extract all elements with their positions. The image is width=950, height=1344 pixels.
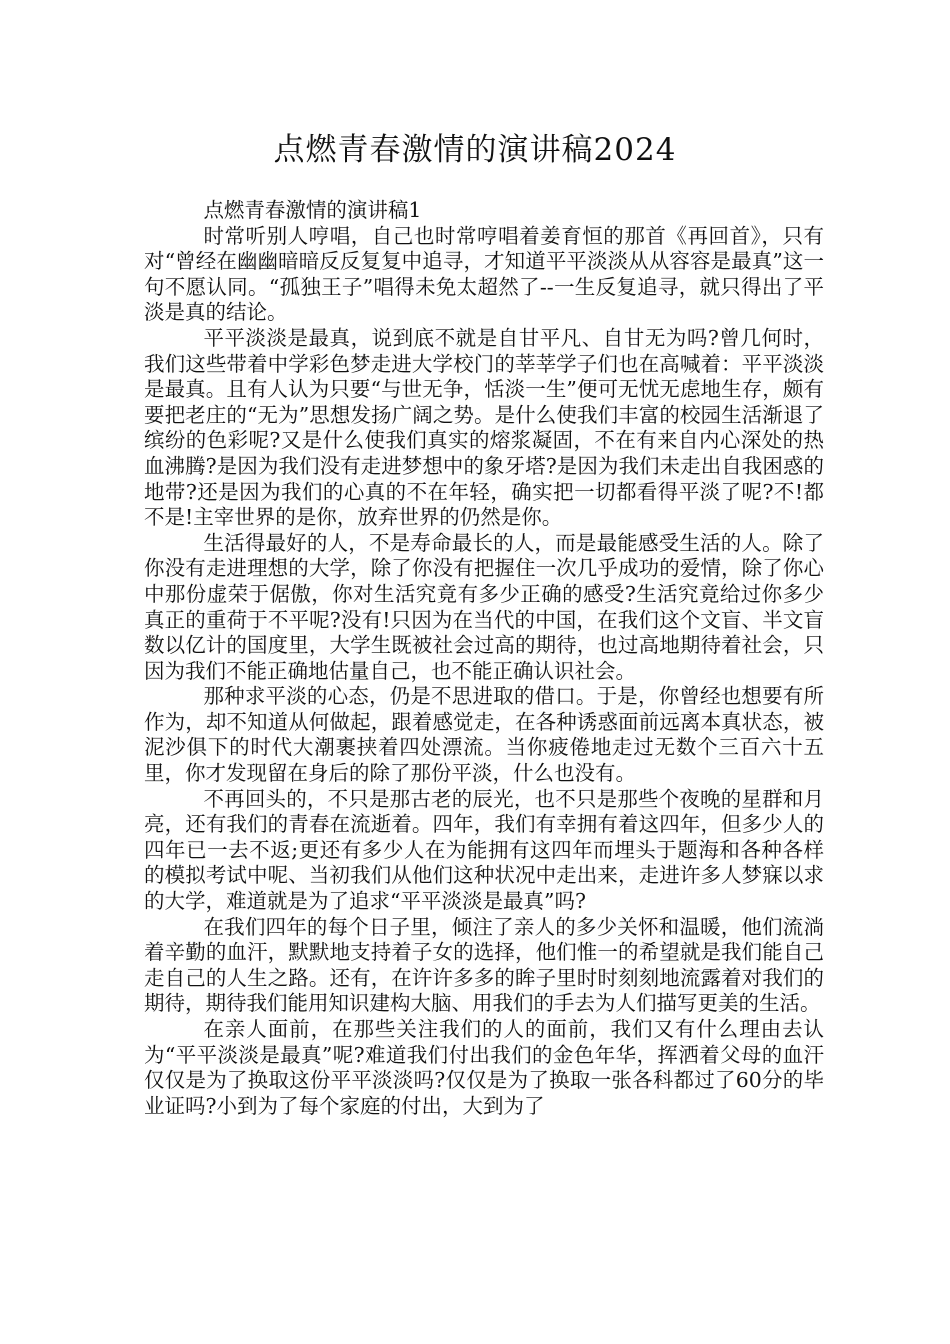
document-title: 点燃青春激情的演讲稿2024	[273, 132, 677, 168]
paragraph-2: 平平淡淡是最真，说到底不就是自甘平凡、自甘无为吗?曾几何时，我们这些带着中学彩色梦走进大学校门的莘莘学子们也在高喊着：平平淡淡是最真。且有人认为只要“与世无争，恬淡一生”便可无忧无虑地生存，颇有要把老庄的“无为”思想发扬广阔之势。是什么使我们丰富的校园生活渐退了缤纷的色彩呢?又是什么使我们真实的熔浆凝固，不在有来自内心深处的热血沸腾?是因为我们没有走进梦想中的象牙塔?是因为我们未走出自我困惑的地带?还是因为我们的心真的不在年轻，确实把一切都看得平淡了呢?不!都不是!主宰世界的是你，放弃世界的仍然是你。	[144, 325, 824, 530]
paragraph-3: 生活得最好的人，不是寿命最长的人，而是最能感受生活的人。除了你没有走进理想的大学，除了你没有把握住一次几乎成功的爱情，除了你心中那份虚荣于倨傲，你对生活究竟有多少正确的感受?生活究竟给过你多少真正的重荷于不平呢?没有!只因为在当代的中国，在我们这个文盲、半文盲数以亿计的国度里，大学生既被社会过高的期待，也过高地期待着社会，只因为我们不能正确地估量自己，也不能正确认识社会。	[144, 530, 824, 683]
paragraph-6: 在我们四年的每个日子里，倾注了亲人的多少关怀和温暖，他们流淌着辛勤的血汗，默默地支持着子女的选择，他们惟一的希望就是我们能自己走自己的人生之路。还有，在许许多多的眸子里时时刻刻地流露着对我们的期待，期待我们能用知识建构大脑、用我们的手去为人们描写更美的生活。	[144, 914, 824, 1016]
paragraph-1: 时常听别人哼唱，自己也时常哼唱着姜育恒的那首《再回首》，只有对“曾经在幽幽暗暗反反复复中追寻，才知道平平淡淡从从容容是最真”这一句不愿认同。“孤独王子”唱得未免太超然了--一生反复追寻，就只得出了平淡是真的结论。	[144, 223, 824, 325]
document-body	[144, 198, 824, 1119]
paragraph-7: 在亲人面前，在那些关注我们的人的面前，我们又有什么理由去认为“平平淡淡是最真”呢?难道我们付出我们的金色年华，挥洒着父母的血汗仅仅是为了换取这份平平淡淡吗?仅仅是为了换取一张各科都过了60分的毕业证吗?小到为了每个家庭的付出，大到为了	[144, 1017, 824, 1118]
paragraph-4: 那种求平淡的心态，仍是不思进取的借口。于是，你曾经也想要有所作为，却不知道从何做起，跟着感觉走，在各种诱惑面前远离本真状态，被泥沙俱下的时代大潮裹挟着四处漂流。当你疲倦地走过无数个三百六十五里，你才发现留在身后的除了那份平淡，什么也没有。	[144, 684, 824, 786]
speech-subtitle: 点燃青春激情的演讲稿1	[203, 198, 422, 222]
paragraph-5: 不再回头的，不只是那古老的辰光，也不只是那些个夜晚的星群和月亮，还有我们的青春在流逝着。四年，我们有幸拥有着这四年，但多少人的四年已一去不返;更还有多少人在为能拥有这四年而埋头于题海和各种各样的模拟考试中呢、当初我们从他们这种状况中走出来，走进许多人梦寐以求的大学，难道就是为了追求“平平淡淡是最真”吗?	[144, 786, 824, 914]
